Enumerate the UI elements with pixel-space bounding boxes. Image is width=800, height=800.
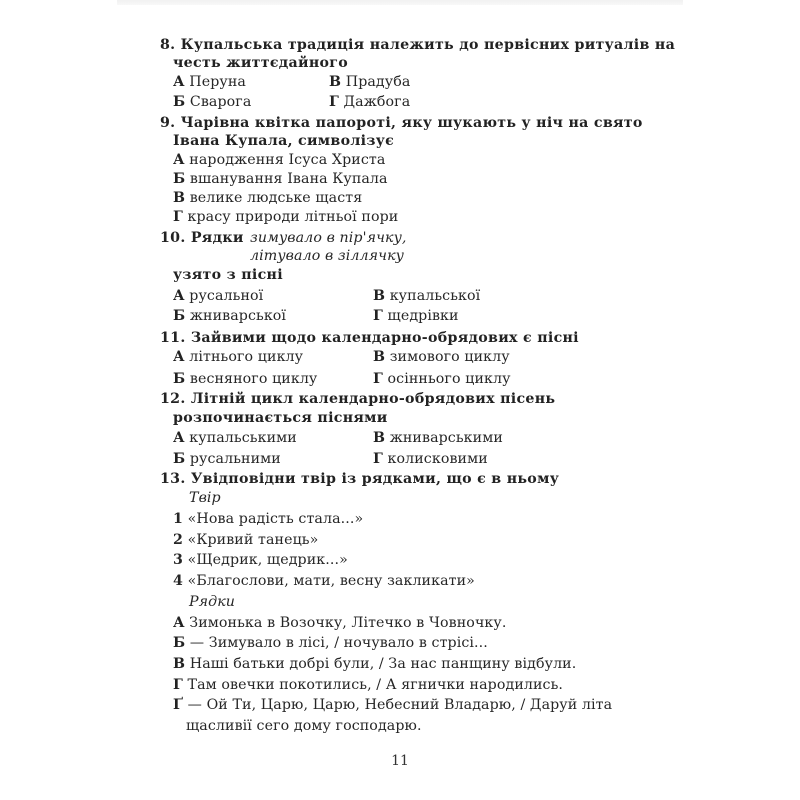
option-b: Б весняного циклу [173, 371, 318, 387]
option-b: Б русальними [173, 451, 281, 467]
option-v: В зимового циклу [373, 349, 510, 365]
question-number: 12. [160, 391, 186, 407]
works-heading: Твір [189, 490, 221, 506]
option-a: А народження Ісуса Христа [173, 152, 386, 168]
question-text: Увідповідни твір із рядками, що є в ньому [190, 471, 560, 487]
option-g: Г Дажбога [329, 94, 411, 110]
question-number: 13. [160, 471, 186, 487]
option-b: Б жниварської [173, 308, 287, 324]
option-v: В велике людське щастя [173, 190, 363, 206]
line-option-g: Г Там овечки покотились, / А ягнички народились. [173, 677, 564, 693]
option-v: В жниварськими [373, 430, 503, 446]
option-g: Г щедрівки [373, 308, 459, 324]
question-12-text [160, 389, 555, 409]
question-number: 11. [160, 330, 186, 346]
question-9-text-cont: Івана Купала, символізує [173, 133, 395, 149]
question-8-text [160, 35, 675, 55]
question-text: Літній цикл календарно-обрядових пісень [190, 391, 556, 407]
work-item: 2 «Кривий танець» [173, 532, 319, 548]
question-number: 9. [160, 115, 176, 131]
option-g: Г колисковими [373, 451, 488, 467]
work-item: 3 «Щедрик, щедрик...» [173, 552, 348, 568]
question-9-text [160, 113, 643, 133]
line-option-a: А Зимонька в Возочку, Літечко в Човночку. [173, 615, 507, 631]
question-8-text-cont: честь життєдайного [173, 55, 349, 71]
option-a: А купальськими [173, 430, 297, 446]
line-option-ge-cont: щасливії сего дому господарю. [186, 718, 422, 734]
question-number: 8. [160, 37, 176, 53]
question-13-text [160, 469, 559, 489]
question-text: Чарівна квітка папороті, яку шукають у ніч на свято [180, 115, 643, 131]
line-option-b: Б — Зимувало в лісі, / ночувало в стрісі... [173, 635, 488, 651]
option-a: А русальної [173, 288, 264, 304]
question-10-text [160, 228, 244, 248]
question-12-text-cont: розпочинається піснями [173, 410, 388, 426]
work-item: 1 «Нова радість стала...» [173, 511, 364, 527]
lines-heading: Рядки [189, 594, 236, 610]
question-11-text [160, 328, 579, 348]
option-g: Г красу природи літньої пори [173, 209, 399, 225]
question-text: Зайвими щодо календарно-обрядових є пісні [190, 330, 579, 346]
line-option-v: В Наші батьки добрі були, / За нас панщину відбули. [173, 656, 577, 672]
option-a: А Перуна [173, 74, 246, 90]
option-b: Б Сварога [173, 94, 252, 110]
question-number: 10. [160, 230, 186, 246]
option-v: В купальської [373, 288, 481, 304]
line-option-ge: Ґ — Ой Ти, Царю, Царю, Небесний Владарю, / Даруй літа [173, 697, 613, 713]
work-item: 4 «Благослови, мати, весну закликати» [173, 573, 475, 589]
page-number: 11 [391, 753, 409, 769]
option-g: Г осіннього циклу [373, 371, 511, 387]
question-text: Купальська традиція належить до первісних ритуалів на [180, 37, 676, 53]
question-text: Рядки [190, 230, 244, 246]
quote-line-1: зимувало в пір'ячку, [250, 230, 407, 246]
option-a: А літнього циклу [173, 349, 304, 365]
quote-line-2: літувало в зіллячку [250, 248, 404, 264]
option-b: Б вшанування Івана Купала [173, 171, 388, 187]
question-10-tail: узято з пісні [173, 267, 283, 283]
option-v: В Прадуба [329, 74, 411, 90]
